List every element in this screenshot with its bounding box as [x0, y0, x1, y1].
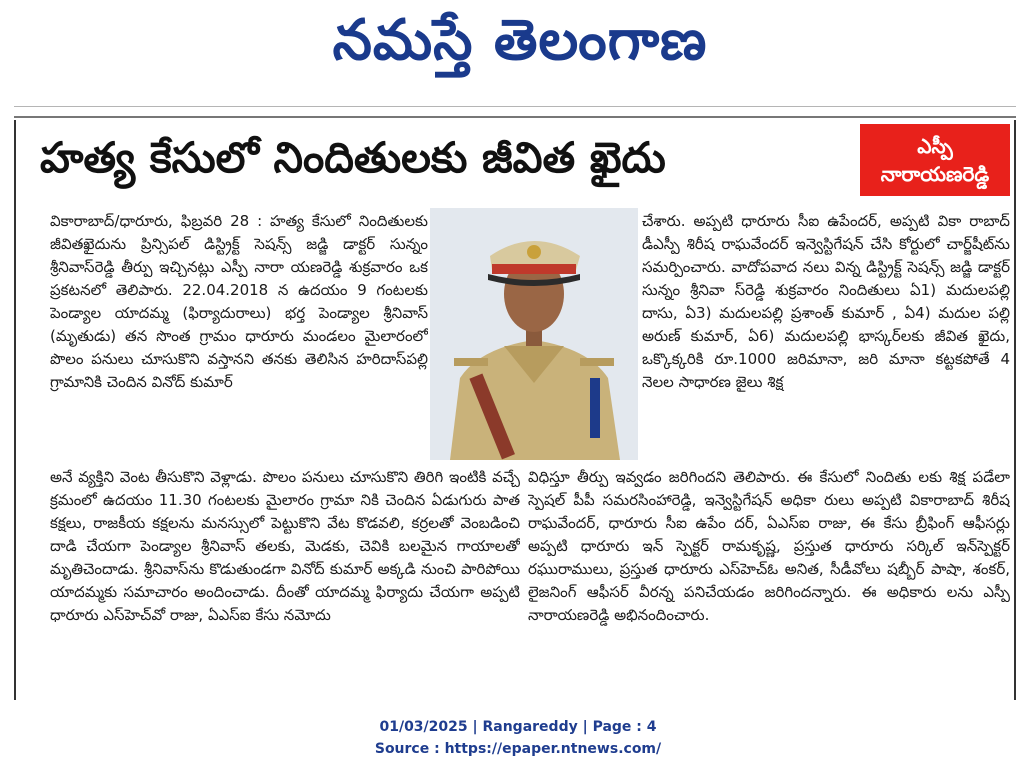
- article-paragraph: విధిస్తూ తీర్పు ఇవ్వడం జరిగిందని తెలిపారు. ఈ కేసులో నిందితు లకు శిక్ష పడేలా స్పెషల్ పీపీ సమరసింహారెడ్డి, ఇన్వెస్టిగేషన్ అధికా రులు అప్పటి వికారాబాద్ శిరీష రాఘవేందర్, ధారూరు సీఐ ఉపేం దర్, ఏఎస్‌ఐ రాజు, ఈ కేసు బ్రీఫింగ్ ఆఫీసర్లు అప్పటి ధారూరు ఇన్ స్పెక్టర్ రామకృష్ణ, ప్రస్తుత ధారూరు సర్కిల్ ఇన్‌స్పెక్టర్ రఘురాములు, ప్రస్తుత ధారూరు ఎస్‌హెచ్‌ఓ అనిత, సీడీవోలు షబ్బీర్ పాషా, శంకర్, లైజనింగ్ ఆఫీసర్ వీరన్న పనిచేయడం జరిగిందన్నారు. ఈ అధికారు లను ఎస్పీ నారాయణరెడ్డి అభినందించారు.: [528, 468, 1010, 624]
- edition-info: 01/03/2025 | Rangareddy | Page : 4: [379, 719, 657, 735]
- article-top-rule: [14, 116, 1016, 118]
- article-headline: హత్య కేసులో నిందితులకు జీవిత ఖైదు: [40, 133, 666, 182]
- article-paragraph: అనే వ్యక్తిని వెంట తీసుకొని వెళ్లాడు. పొలం పనులు చూసుకొని తిరిగి ఇంటికి వచ్చే క్రమంలో ఉదయం 11.30 గంటలకు మైలారం గ్రామా నికి చెందిన ఏడుగురు పాత కక్షలు, రాజకీయ కక్షలను మనస్సులో పెట్టుకొని వేట కొడవలి, కర్రలతో వెంబడించి దాడి చేయగా పెండ్యాల శ్రీనివాస్ తలకు, మెడకు, చెవికి బలమైన గాయాలతో మృతిచెందాడు. శ్రీనివాస్‌ను కొడుతుండగా వినోద్ కుమార్ అక్కడి నుంచి పారిపోయి యాదమ్మకు సమాచారం అందించాడు. దీంతో యాదమ్మ ఫిర్యాదు చేయగా అప్పటి ధారూరు ఎస్‌హెచ్‌వో రాజు, ఏఎస్‌ఐ కేసు నమోదు: [50, 468, 520, 624]
- sp-name-tag: [860, 124, 1010, 196]
- epaper-footer: [0, 716, 1036, 760]
- article-paragraph: చేశారు. అప్పటి ధారూరు సీఐ ఉపేందర్, అప్పటి వికా రాబాద్ డీఎస్పీ శిరీష రాఘవేందర్ ఇన్వెస్టిగేషన్ చేసి కోర్టులో చార్జ్‌షీట్‌ను సమర్పించారు. వాదోపవాద నలు విన్న డిస్ట్రిక్ట్ సెషన్స్ జడ్జి డాక్టర్ సున్నం శ్రీనివా స్‌రెడ్డి శుక్రవారం నిందితులు ఏ1) మదులపల్లి దాసు, ఏ3) మదులపల్లి ప్రశాంత్ కుమార్ , ఏ4) మదుల పల్లి అరుణ్ కుమార్, ఏ6) మదులపల్లి భాస్కర్‌లకు జీవిత ఖైదు, ఒక్కొక్కరికి రూ.1000 జరిమానా, జరి మానా కట్టకపోతే 4 నెలల సాధారణ జైలు శిక్ష: [642, 212, 1010, 391]
- masthead-divider: [14, 106, 1016, 107]
- newspaper-masthead: నమస్తే తెలంగాణ: [332, 8, 708, 73]
- article-column-bottom-left: [50, 466, 520, 694]
- source-link[interactable]: Source : https://epaper.ntnews.com/: [374, 741, 662, 757]
- article-column-bottom-right: [528, 466, 1010, 694]
- tag-name: నారాయణరెడ్డి: [880, 162, 990, 186]
- tag-title: ఎస్పీ: [917, 134, 953, 158]
- article-column-right-top: [642, 210, 1010, 462]
- police-officer-illustration: [430, 208, 638, 460]
- article-paragraph: వికారాబాద్/ధారూరు, ఫిబ్రవరి 28 : హత్య కేసులో నిందితులకు జీవితఖైదును ప్రిన్సిపల్ డిస్ట్రిక్ట్ సెషన్స్ జడ్జి డాక్టర్ సున్నం శ్రీనివాస్‌రెడ్డి తీర్పు ఇచ్చినట్లు ఎస్పీ నారా యణరెడ్డి శుక్రవారం ఒక ప్రకటనలో తెలిపారు. 22.04.2018 న ఉదయం 9 గంటలకు పెండ్యాల యాదమ్మ (ఫిర్యాదురాలు) భర్త పెండ్యాల శ్రీనివాస్ (మృతుడు) తన సొంత గ్రామం ధారూరు మండలం మైలారంలో పొలం పనులు చూసుకొని వస్తానని తనకు తెలిసిన హరిదాస్‌పల్లి గ్రామానికి చెందిన వినోద్ కుమార్: [50, 212, 428, 391]
- officer-portrait: [430, 208, 638, 460]
